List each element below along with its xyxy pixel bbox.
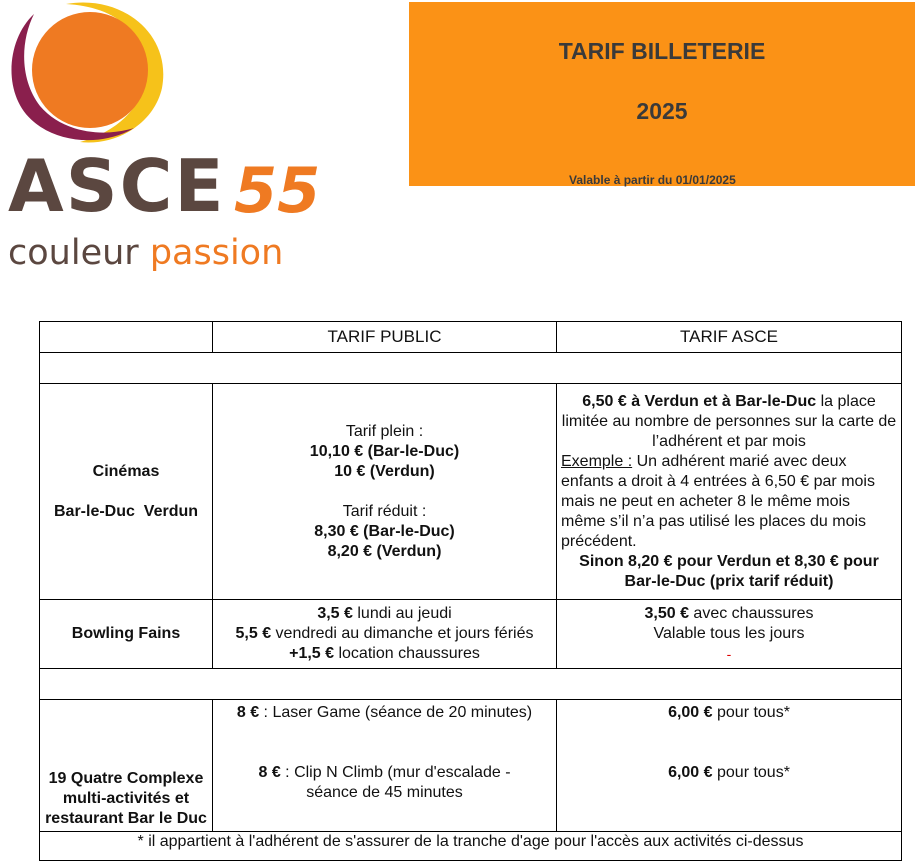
header-public: TARIF PUBLIC — [213, 322, 557, 353]
cinemas-plein-label: Tarif plein : — [345, 422, 424, 440]
quatre19-asce-b-text: pour tous* — [712, 764, 790, 781]
header-empty-cell — [40, 322, 213, 353]
quatre19-asce-a-text: pour tous* — [712, 704, 790, 721]
cinemas-reduit-label: Tarif réduit : — [342, 502, 427, 520]
bowling-asce-price-text: avec chaussures — [688, 605, 814, 622]
bowling-asce-dash: - — [726, 646, 732, 662]
quatre19-b-text: : Clip N Climb (mur d'escalade - séance de 45 minutes — [280, 764, 511, 801]
quatre19-public-cell — [213, 700, 557, 832]
cinemas-asce-otherwise: Sinon 8,20 € pour Verdun et 8,30 € pour Bar-le-Duc (prix tarif réduit) — [579, 552, 879, 590]
bowling-l1-text: lundi au jeudi — [352, 605, 452, 622]
tagline-part2: passion — [149, 233, 284, 273]
cinemas-name: Cinémas — [92, 462, 160, 480]
cinemas-plein-verdun: 10 € (Verdun) — [334, 462, 435, 480]
banner-title: TARIF BILLETERIE — [558, 38, 766, 64]
logo-wordmark: ASCE — [8, 144, 226, 228]
bowling-asce-validity: Valable tous les jours — [653, 625, 805, 642]
cinemas-places: Bar-le-Duc Verdun — [53, 502, 199, 520]
quatre19-asce-a-price: 6,00 € — [668, 704, 713, 721]
cinemas-asce-price: 6,50 € à Verdun et à Bar-le-Duc — [582, 392, 817, 410]
cinemas-reduit-verdun: 8,20 € (Verdun) — [327, 542, 442, 560]
table-row-cinemas — [40, 384, 902, 600]
bowling-label: Bowling Fains — [40, 600, 213, 669]
table-row-19quatre — [40, 700, 902, 832]
quatre19-a-price: 8 € — [236, 704, 260, 721]
bowling-l2-text: vendredi au dimanche et jours fériés — [271, 625, 534, 642]
bowling-asce-price: 3,50 € — [644, 605, 689, 622]
table-row-bowling — [40, 600, 902, 669]
logo-tagline — [8, 233, 284, 273]
quatre19-asce-cell — [557, 700, 902, 832]
footnote: * il appartient à l'adhérent de s'assurer de la tranche d'age pour l'accès aux activités ci-dessus — [40, 832, 902, 861]
bowling-l2-price: 5,5 € — [235, 625, 272, 642]
header-asce: TARIF ASCE — [557, 322, 902, 353]
bowling-l3-price: +1,5 € — [289, 645, 335, 662]
quatre19-label: 19 Quatre Complexe multi-activités et restaurant Bar le Duc — [40, 700, 213, 832]
spacer-row — [40, 353, 902, 384]
cinemas-public-cell — [213, 384, 557, 600]
logo-number: 55 — [234, 154, 321, 227]
logo-swirl-icon — [4, 0, 174, 150]
quatre19-b-price: 8 € — [258, 764, 281, 781]
bowling-l3-text: location chaussures — [334, 645, 480, 662]
cinemas-example-label: Exemple : — [561, 452, 633, 470]
table-header-row — [40, 322, 902, 353]
quatre19-a-text: : Laser Game (séance de 20 minutes) — [259, 704, 533, 721]
tagline-part1: couleur — [8, 233, 139, 273]
cinemas-asce-cell — [557, 384, 902, 600]
pricing-table — [39, 321, 902, 861]
table-row-note — [40, 832, 902, 861]
asce55-logo — [0, 0, 320, 290]
bowling-asce-cell — [557, 600, 902, 669]
cinemas-plein-bld: 10,10 € (Bar-le-Duc) — [309, 442, 460, 460]
cinemas-example-text: Un adhérent marié avec deux enfants a droit à 4 entrées à 6,50 € par mois mais ne peut en acheter 8 le même mois même s’il n’a pas utilisé les places du mois précédent. — [561, 452, 875, 550]
cinemas-label-cell — [40, 384, 213, 600]
cinemas-asce-price-text: la place limitée au nombre de personnes sur la carte de l’adhérent et par mois — [561, 392, 897, 450]
quatre19-asce-b-price: 6,00 € — [668, 764, 713, 781]
cinemas-reduit-bld: 8,30 € (Bar-le-Duc) — [314, 522, 455, 540]
banner-year: 2025 — [636, 98, 688, 124]
bowling-public-cell — [213, 600, 557, 669]
bowling-l1-price: 3,5 € — [317, 605, 353, 622]
title-banner — [409, 2, 915, 186]
banner-valid-from: Valable à partir du 01/01/2025 — [569, 173, 736, 187]
spacer-row — [40, 669, 902, 700]
